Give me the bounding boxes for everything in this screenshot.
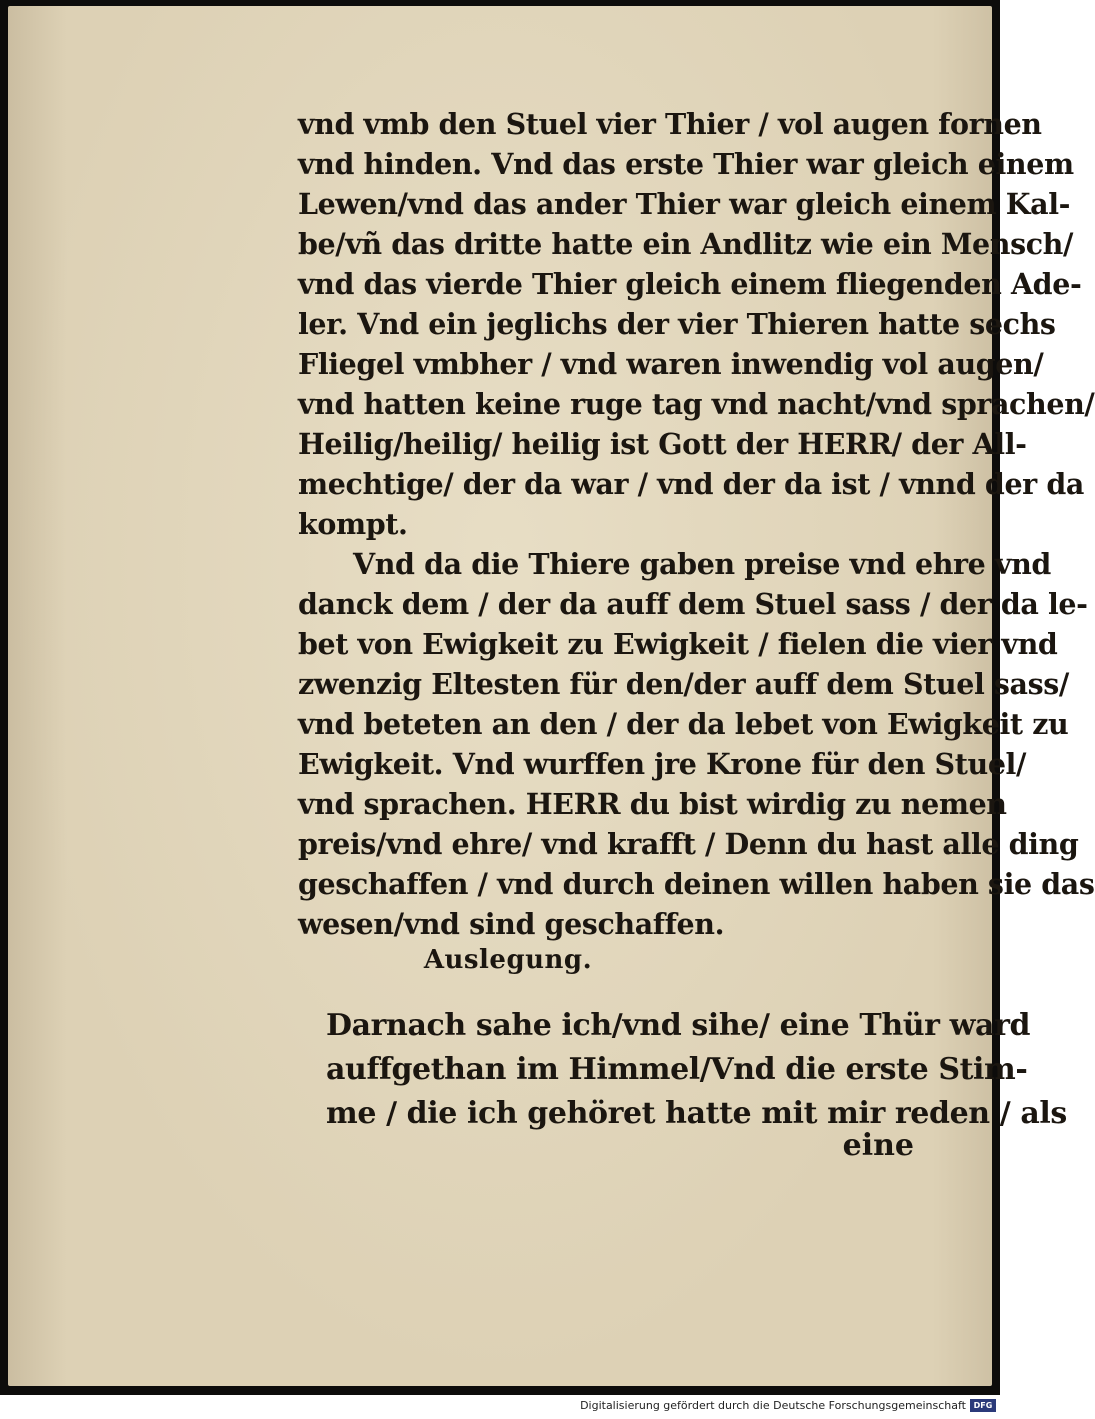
text-line: Fliegel vmbher / vnd waren inwendig vol augen/ [298, 347, 1044, 381]
text-line: be/vñ das dritte hatte ein Andlitz wie ein Mensch/ [298, 227, 1073, 261]
text-line: kompt. [298, 507, 408, 541]
text-line: Heilig/heilig/ heilig ist Gott der HERR/ der All- [298, 427, 1027, 461]
text-line: wesen/vnd sind geschaffen. [298, 907, 725, 941]
text-line: vnd beteten an den / der da lebet von Ewigkeit zu [298, 707, 1069, 741]
text-line: Lewen/vnd das ander Thier war gleich einem Kal- [298, 187, 1071, 221]
text-line: ler. Vnd ein jeglichs der vier Thieren hatte sechs [298, 307, 1056, 341]
text-line: zwenzig Eltesten für den/der auff dem Stuel sass/ [298, 667, 1069, 701]
catchword: eine [842, 1128, 914, 1163]
text-line: auffgethan im Himmel/Vnd die erste Stim- [326, 1052, 1028, 1087]
text-line: preis/vnd ehre/ vnd krafft / Denn du hast alle ding [298, 827, 1079, 861]
text-line: mechtige/ der da war / vnd der da ist / vnnd der da [298, 467, 1084, 501]
text-line: danck dem / der da auff dem Stuel sass / der da le- [298, 587, 1088, 621]
text-line: me / die ich gehöret hatte mit mir reden / als [326, 1096, 1067, 1131]
text-line: Vnd da die Thiere gaben preise vnd ehre vnd [353, 547, 1051, 581]
footer-credit: Digitalisierung gefördert durch die Deutsche Forschungsgemeinschaft [580, 1399, 966, 1412]
text-line: vnd hatten keine ruge tag vnd nacht/vnd sprachen/ [298, 387, 1095, 421]
text-line: Darnach sahe ich/vnd sihe/ eine Thür ward [326, 1008, 1031, 1043]
text-line: vnd vmb den Stuel vier Thier / vol augen fornen [298, 107, 1042, 141]
book-page [8, 6, 1095, 1386]
text-line: vnd sprachen. HERR du bist wirdig zu nemen [298, 787, 1007, 821]
section-heading: Auslegung. [423, 945, 593, 975]
text-line: bet von Ewigkeit zu Ewigkeit / fielen die vier vnd [298, 627, 1058, 661]
text-line: vnd hinden. Vnd das erste Thier war gleich einem [298, 147, 1074, 181]
footer-bar [0, 1395, 1000, 1419]
dfg-logo-icon: DFG [970, 1399, 996, 1412]
text-line: geschaffen / vnd durch deinen willen haben sie das [298, 867, 1095, 901]
text-line: Ewigkeit. Vnd wurffen jre Krone für den Stuel/ [298, 747, 1026, 781]
text-line: vnd das vierde Thier gleich einem fliegenden Ade- [298, 267, 1082, 301]
